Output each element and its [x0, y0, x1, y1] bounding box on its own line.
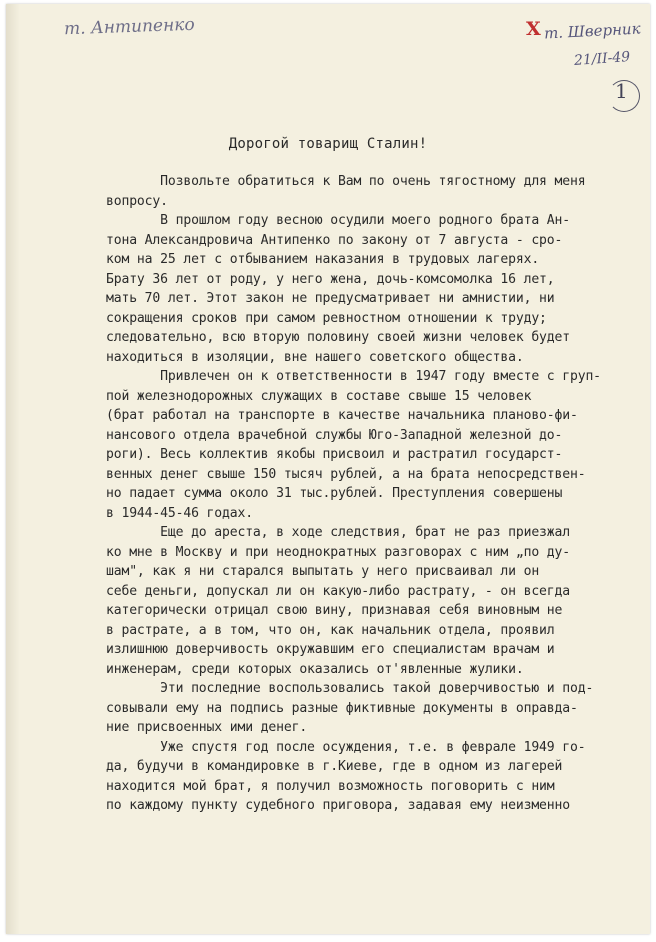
- text-line: ко мне в Москву и при неоднократных разговорах с ним „по ду-: [106, 544, 570, 560]
- text-line: роги). Весь коллектив якобы присвоил и растратил государст-: [106, 447, 563, 462]
- handwritten-date: 21/II-49: [573, 49, 631, 69]
- text-line: Позвольте обратиться к Вам по очень тягостному для меня: [106, 174, 586, 189]
- text-line: в 1944-45-46 годах.: [106, 505, 253, 521]
- letter-page: [6, 4, 650, 934]
- text-line: Брату 36 лет от роду, у него жена, дочь-комсомолка 16 лет,: [106, 271, 555, 287]
- handwritten-note-recipient: т. Шверник: [543, 19, 641, 43]
- text-line: излишнюю доверчивость окружавшим его специалистам врачам и: [106, 642, 555, 657]
- text-line: да, будучи в командировке в г.Киеве, где в одном из лагерей: [106, 759, 563, 774]
- text-line: по каждому пункту судебного приговора, задавая ему неизменно: [106, 798, 570, 813]
- red-cross-mark: Х: [526, 18, 541, 40]
- letter-greeting: Дорогой товарищ Сталин!: [228, 136, 428, 152]
- text-line: тона Александровича Антипенко по закону от 7 августа - сро-: [106, 232, 563, 248]
- text-line: Привлечен он к ответственности в 1947 году вместе с груп-: [106, 369, 601, 384]
- text-line: нансового отдела врачебной службы Юго-Западной железной до-: [106, 427, 563, 443]
- text-line: следовательно, всю вторую половину своей жизни человек будет: [106, 330, 570, 345]
- text-line: шам", как я ни старался выпытать у него присваивал ли он: [106, 564, 540, 579]
- handwritten-note-addressee: т. Антипенко: [63, 14, 195, 40]
- text-line: Уже спустя год после осуждения, т.е. в феврале 1949 го-: [106, 739, 586, 755]
- text-line: ние присвоенных ими денег.: [106, 720, 308, 735]
- text-line: В прошлом году весною осудили моего родного брата Ан-: [106, 213, 570, 228]
- text-line: венных денег свыше 150 тысяч рублей, а на брата непосредствен-: [106, 466, 586, 482]
- text-line: но падает сумма около 31 тыс.рублей. Преступления совершены: [106, 486, 563, 501]
- text-line: пой железнодорожных служащих в составе свыше 15 человек: [106, 388, 532, 404]
- text-line: Еще до ареста, в ходе следствия, брат не раз приезжал: [106, 525, 570, 540]
- text-line: мать 70 лет. Этот закон не предусматривает ни амнистии, ни: [106, 291, 555, 306]
- text-line: в растрате, а в том, что он, как начальник отдела, проявил: [106, 622, 555, 638]
- text-line: вопросу.: [106, 193, 168, 209]
- text-line: (брат работал на транспорте в качестве начальника планово-фи-: [106, 408, 578, 423]
- page-number: 1: [615, 79, 628, 103]
- text-line: категорически отрицал свою вину, признавая себя виновным не: [106, 603, 563, 618]
- text-line: находится мой брат, я получил возможность поговорить с ним: [106, 778, 555, 794]
- text-line: инженерам, среди которых оказались от'явленные жулики.: [106, 661, 524, 677]
- text-line: находиться в изоляции, вне нашего советского общества.: [106, 349, 524, 365]
- text-line: совывали ему на подпись разные фиктивные документы в оправда-: [106, 700, 578, 716]
- letter-body: [106, 172, 644, 816]
- text-line: ком на 25 лет с отбыванием наказания в трудовых лагерях.: [106, 252, 540, 267]
- text-line: себе деньги, допускал ли он какую-либо растрату, - он всегда: [106, 583, 570, 599]
- text-line: сокращения сроков при самом ревностном отношении к труду;: [106, 310, 547, 326]
- text-line: Эти последние воспользовались такой доверчивостью и под-: [106, 681, 594, 696]
